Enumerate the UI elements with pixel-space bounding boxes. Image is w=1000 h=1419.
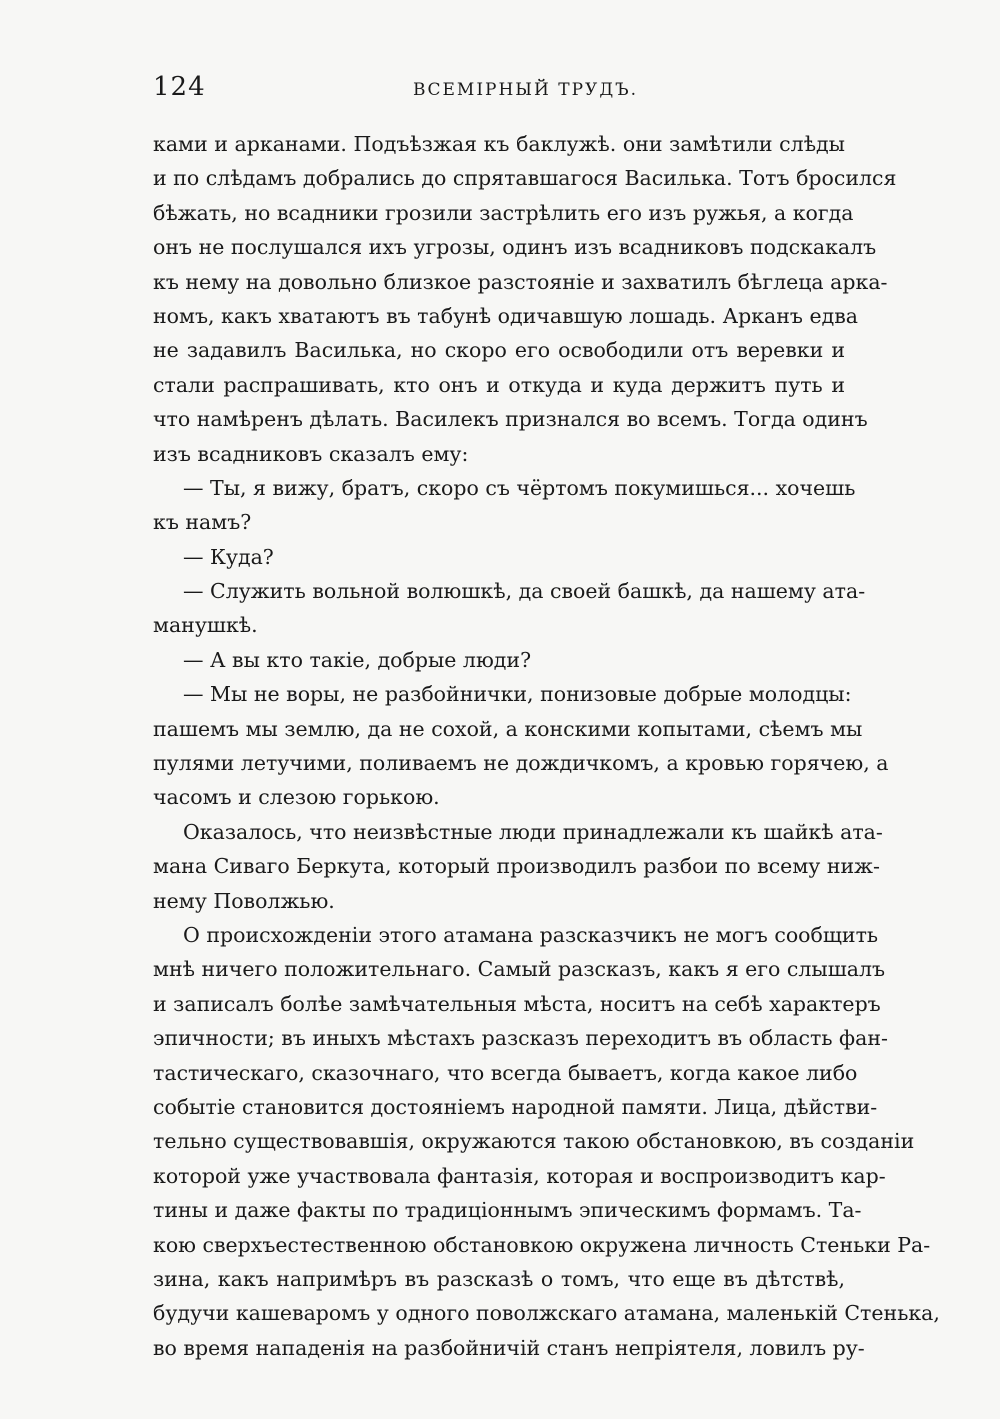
text-line: манушкѣ. [153, 613, 258, 638]
page-header [153, 72, 843, 108]
text-line: и по слѣдамъ добрались до спрятавшагося Василька. Тотъ бросился [153, 166, 897, 191]
text-line: во время нападенія на разбойничій станъ непріятеля, ловилъ ру- [153, 1335, 865, 1360]
text-line: къ намъ? [153, 510, 252, 535]
text-line: — Служить вольной волюшкѣ, да своей башкѣ, да нашему ата- [183, 579, 866, 604]
text-line: часомъ и слезою горькою. [153, 785, 440, 810]
text-line: тины и даже факты по традиціоннымъ эпическимъ формамъ. Та- [153, 1198, 862, 1223]
text-line: будучи кашеваромъ у одного поволжскаго атамана, маленькій Стенька, [153, 1301, 940, 1326]
text-line: изъ всадниковъ сказалъ ему: [153, 441, 469, 466]
text-line: тастическаго, сказочнаго, что всегда бываетъ, когда какое либо [153, 1060, 858, 1085]
text-line: къ нему на довольно близкое разстояніе и захватилъ бѣглеца арка- [153, 269, 888, 294]
running-title: ВСЕМІРНЫЙ ТРУДЪ. [413, 80, 639, 100]
text-line: мана Сиваго Беркута, который производилъ разбои по всему ниж- [153, 854, 880, 879]
text-line: тельно существовавшія, окружаются такою обстановкою, въ созданіи [153, 1129, 915, 1154]
text-line: — Мы не воры, не разбойнички, понизовые добрые молодцы: [183, 682, 852, 707]
text-line: — А вы кто такіе, добрые люди? [183, 647, 532, 672]
paragraph [153, 918, 940, 1365]
text-line: зина, какъ напримѣръ въ разсказѣ о томъ, что еще въ дѣтствѣ, [153, 1266, 845, 1291]
paragraph [153, 815, 883, 918]
text-line: которой уже участвовала фантазія, которая и воспроизводитъ кар- [153, 1163, 886, 1188]
text-line: О происхожденіи этого атамана разсказчикъ не могъ сообщить [183, 922, 879, 947]
text-line: ками и арканами. Подъѣзжая къ баклужѣ. они замѣтили слѣды [153, 132, 845, 156]
text-line: мнѣ ничего положительнаго. Самый разсказъ, какъ я его слышалъ [153, 957, 886, 982]
text-line: — Куда? [183, 544, 274, 569]
text-line: стали распрашивать, кто онъ и откуда и куда держитъ путь и [153, 372, 845, 397]
paragraph [153, 127, 897, 471]
text-line: эпичности; въ иныхъ мѣстахъ разсказъ переходитъ въ область фан- [153, 1026, 888, 1051]
text-line: кою сверхъестественною обстановкою окружена личность Стеньки Ра- [153, 1232, 931, 1257]
paragraph [153, 540, 845, 574]
page-number: 124 [153, 72, 206, 102]
text-line: не задавилъ Василька, но скоро его освободили отъ веревки и [153, 338, 845, 363]
paragraph [153, 643, 845, 677]
text-line: пашемъ мы землю, да не сохой, а конскими копытами, сѣемъ мы [153, 716, 863, 741]
text-line: — Ты, я вижу, братъ, скоро съ чёртомъ покумишься... хочешь [183, 475, 856, 500]
body-text [153, 127, 940, 1365]
text-line: пулями летучими, поливаемъ не дождичкомъ, а кровью горячею, а [153, 751, 889, 776]
paragraph [153, 471, 856, 540]
text-line: бѣжать, но всадники грозили застрѣлить его изъ ружья, а когда [153, 200, 854, 225]
text-line: онъ не послушался ихъ угрозы, одинъ изъ всадниковъ подскакалъ [153, 235, 877, 260]
paragraph [153, 677, 889, 815]
paragraph [153, 574, 866, 643]
text-line: событіе становится достояніемъ народной памяти. Лица, дѣйстви- [153, 1094, 878, 1119]
text-line: и записалъ болѣе замѣчательныя мѣста, носитъ на себѣ характеръ [153, 991, 881, 1016]
text-line: нему Поволжью. [153, 888, 335, 913]
text-line: что намѣренъ дѣлать. Василекъ признался во всемъ. Тогда одинъ [153, 407, 868, 432]
text-line: Оказалось, что неизвѣстные люди принадлежали къ шайкѣ ата- [183, 819, 883, 844]
text-line: номъ, какъ хватаютъ въ табунѣ одичавшую лошадь. Арканъ едва [153, 303, 858, 328]
